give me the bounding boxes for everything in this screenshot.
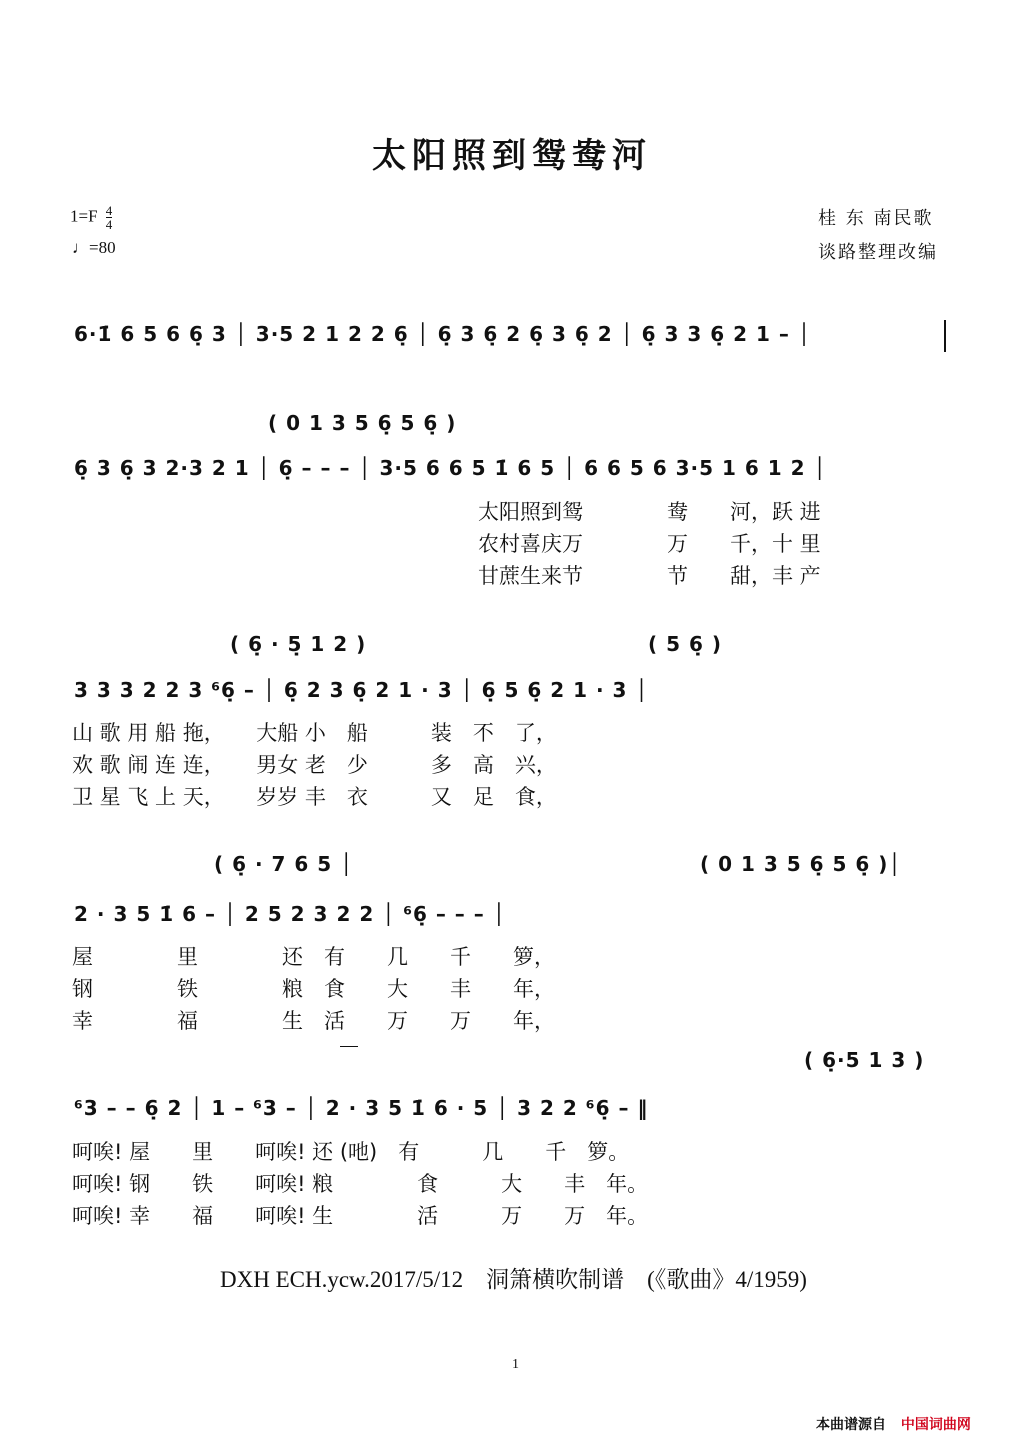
lyric-row-5-verse-3: 呵唉! 幸 福 呵唉! 生 活 万 万 年。 [72,1204,649,1228]
octave-line [340,1046,358,1047]
lyric-row-3-verse-3: 卫 星 飞 上 天， 岁岁 丰 衣 又 足 食， [72,785,557,809]
accompaniment-row-3b: ( 5 6̣ ) [648,632,723,656]
page-number: 1 [512,1357,519,1372]
notation-row-2: 6̣ 3 6̣ 3 2·3 2 1 │ 6̣ – – – │ 3·5 6 6 5 1̇ 6 5 │ 6 6 5 6 3·5 1 6 1 2 │ [74,456,827,480]
notation-row-4: 2 · 3 5 1̇ 6 – │ 2 5 2 3 2 2 │ ⁶6̣ – – – │ [74,902,506,926]
barline [944,320,946,352]
source-footer: DXH ECH.ycw.2017/5/12 洞箫横吹制谱 (《歌曲》4/1959) [220,1267,807,1292]
accompaniment-row-4: ( 6̣ · 7 6 5 │ [214,852,354,876]
lyric-row-5-verse-1: 呵唉! 屋 里 呵唉! 还 (吔) 有 几 千 箩。 [72,1140,630,1164]
accompaniment-row-2: ( 0 1 3 5 6̣ 5 6̣ ) [268,411,457,435]
arranger-credit: 谈路整理改编 [818,242,938,263]
accompaniment-row-3: ( 6̣ · 5̣ 1 2 ) [230,632,367,656]
lyric-row-4-verse-2: 钢 铁 粮 食 大 丰 年， [72,977,555,1001]
lyric-row-2-verse-3: 甘蔗生来节 节 甜，丰 产 [478,564,821,588]
watermark-site-name: 中国词曲网 [900,1417,971,1433]
watermark-source-label: 本曲谱源自 [816,1417,886,1433]
lyric-row-3-verse-2: 欢 歌 闹 连 连， 男女 老 少 多 高 兴， [72,753,557,777]
notation-row-5: ⁶3 – – 6̣ 2 │ 1 – ⁶3 – │ 2 · 3 5 1̇ 6 · 5 │ 3 2 2 ⁶6̣ – ‖ [74,1096,649,1120]
accompaniment-row-4b: ( 0 1 3 5 6̣ 5 6̣ )│ [700,852,902,876]
lyric-row-4-verse-3: 幸 福 生 活 万 万 年， [72,1009,555,1033]
watermark [816,1414,971,1434]
key-signature [70,204,112,231]
key-label: 1=F [70,206,98,226]
accompaniment-row-5: ( 6̣·5 1 3 ) [804,1048,925,1072]
lyric-row-3-verse-1: 山 歌 用 船 拖， 大船 小 船 装 不 了， [72,721,557,745]
lyric-row-5-verse-2: 呵唉! 钢 铁 呵唉! 粮 食 大 丰 年。 [72,1172,649,1196]
lyric-row-2-verse-2: 农村喜庆万 万 千，十 里 [478,532,821,556]
notation-row-1: 6·1̇ 6 5 6 6̣ 3 │ 3·5 2 1 2 2 6̣ │ 6̣ 3 6̣ 2 6̣ 3 6̣ 2 │ 6̣ 3 3 6̣ 2 1 – │ [74,322,811,346]
time-denominator: 4 [105,217,113,232]
tempo-mark: ♩=80 [72,238,116,257]
lyric-row-2-verse-1: 太阳照到鸳 鸯 河，跃 进 [478,500,821,524]
time-numerator: 4 [105,203,113,218]
time-signature [106,204,113,231]
origin-credit: 桂 东 南民歌 [818,208,934,229]
page-title: 太阳照到鸳鸯河 [372,136,652,176]
notation-row-3: 3 3 3 2 2 3 ⁶6̣ – │ 6̣ 2 3 6̣ 2 1 · 3 │ 6̣ 5 6̣ 2 1 · 3 │ [74,678,649,702]
lyric-row-4-verse-1: 屋 里 还 有 几 千 箩， [72,945,555,969]
